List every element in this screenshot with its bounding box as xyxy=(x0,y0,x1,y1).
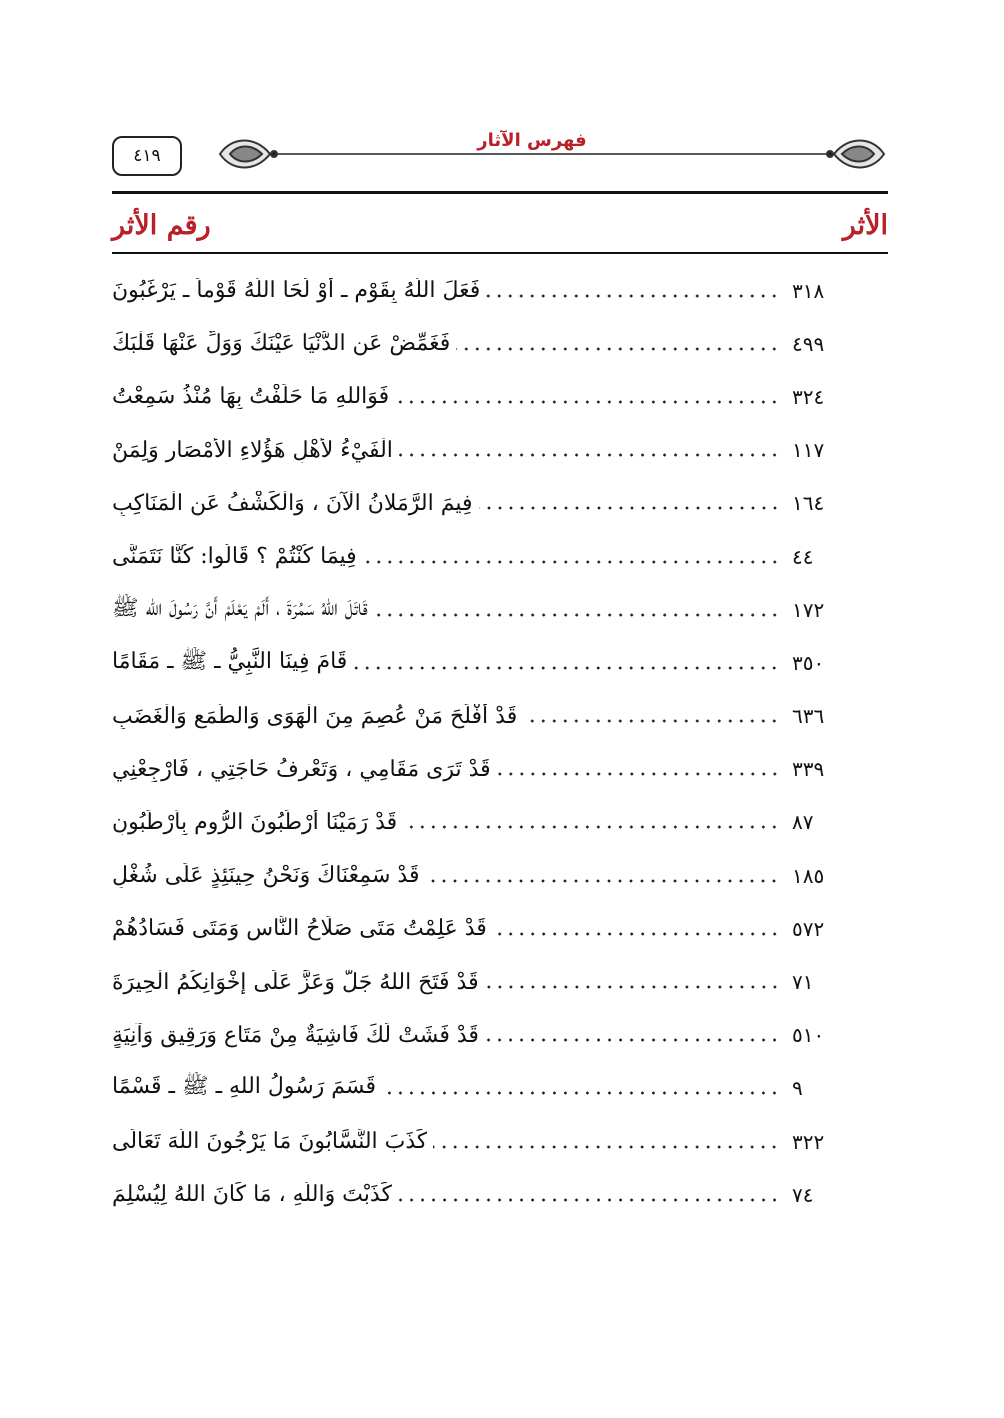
list-item xyxy=(112,477,888,530)
dot-leader xyxy=(398,1195,780,1205)
list-item xyxy=(112,370,888,423)
entry-number: ١٦٤ xyxy=(792,491,825,516)
left-flourish-icon xyxy=(220,141,277,168)
entry-text: فَعَلَ اللَّهُ بِقَوْمٍ ـ أَوْ لَحَا اللَّهُ قَوْماً ـ يَرْغَبُونَ xyxy=(112,278,481,304)
list-item xyxy=(112,955,888,1008)
entry-number: ٥١٠ xyxy=(792,1023,825,1048)
entry-number: ٨٧ xyxy=(792,810,814,835)
entry-number: ٣٥٠ xyxy=(792,650,825,675)
page-number: ٤١٩ xyxy=(112,136,182,176)
dot-leader xyxy=(493,929,780,939)
entry-number: ٤٤ xyxy=(792,544,814,569)
dot-leader xyxy=(486,291,780,301)
list-item xyxy=(112,690,888,743)
dot-leader xyxy=(485,982,780,992)
entry-text: كَذَبْتَ وَاللَّهِ ، مَا كَانَ اللهُ لِيُسْلِمَ xyxy=(112,1182,392,1208)
list-item xyxy=(112,743,888,796)
entry-number: ٥٧٢ xyxy=(792,916,825,941)
entry-text: قَدْ تَرَى مَقَامِي ، وَتَعْرِفُ حَاجَتِي ، فَارْجِعْنِي xyxy=(112,756,491,782)
entry-text: قَدْ سَمِعْنَاكَ وَنَحْنُ حِينَئِذٍ عَلَى شُغْلٍ xyxy=(112,863,420,889)
entry-number: ٩ xyxy=(792,1076,803,1101)
dot-leader xyxy=(479,503,780,513)
list-item xyxy=(112,1009,888,1062)
header-title: فهرس الآثار xyxy=(477,130,587,151)
entries-list xyxy=(112,264,888,1221)
right-flourish-icon xyxy=(827,141,884,168)
number-column-heading: رقم الأثر xyxy=(112,210,211,241)
dot-leader xyxy=(523,716,780,726)
entry-text: قَدْ فَتَحَ اللهُ جَلَّ وَعَزَّ عَلَى إِخْوَانِكُمُ الْحِيرَةَ xyxy=(112,969,479,995)
dot-leader xyxy=(456,344,780,354)
entry-text: قَدْ عَلِمْتُ مَتَى صَلَاحُ النَّاسِ وَمَتَى فَسَادُهُمْ xyxy=(112,916,487,942)
entry-text: قَامَ فِينَا النَّبِيُّ ـ ﷺ ـ مَقَامًا xyxy=(112,648,348,674)
dot-leader xyxy=(374,610,780,620)
entry-text: فِيمَا كُنْتُمْ ؟ قَالُوا: كُنَّا نَتَمَنَّى xyxy=(112,544,357,570)
entry-number: ٧٤ xyxy=(792,1182,814,1207)
dot-leader xyxy=(382,1088,780,1098)
list-item xyxy=(112,902,888,955)
list-item xyxy=(112,264,888,317)
dot-leader xyxy=(363,557,780,567)
entry-text: فِيمَ الرَّمَلانُ الْآنَ ، وَالْكَشْفُ عَنِ الْمَنَاكِبِ xyxy=(112,490,473,516)
dot-leader xyxy=(399,450,780,460)
list-item xyxy=(112,796,888,849)
entry-text: قَاتَلَ اللهُ سَمُرَةَ ، أَلَمْ يَعْلَمْ أَنَّ رَسُولَ الله ﷺ xyxy=(112,595,368,621)
entry-text: قَدْ فَشَتْ لَكَ فَاشِيَةٌ مِنْ مَتَاعٍ وَرَقِيقٍ وَآنِيَةٍ xyxy=(112,1022,479,1048)
headings-rule xyxy=(112,252,888,254)
list-item xyxy=(112,1115,888,1168)
dot-leader xyxy=(395,397,780,407)
dot-leader xyxy=(425,876,780,886)
entry-number: ١١٧ xyxy=(792,438,825,463)
dot-leader xyxy=(485,1035,780,1045)
entry-number: ٣١٨ xyxy=(792,278,825,303)
column-headings xyxy=(112,206,888,250)
entry-text: قَدْ أَفْلَحَ مَنْ عُصِمَ مِنَ الْهَوَى وَالطَّمَعِ وَالْغَضَبِ xyxy=(112,703,518,729)
entry-text: كَذَبَ النَّسَّابُونَ مَا يَرْجُونَ اللَّهَ تَعَالَى xyxy=(112,1129,428,1155)
list-item xyxy=(112,530,888,583)
entry-number: ٦٣٦ xyxy=(792,704,825,729)
header-rule xyxy=(112,191,888,194)
list-item xyxy=(112,849,888,902)
entry-text: الْفَيْءُ لأَهْلِ هَؤُلاءِ الأَمْصَارِ وَلِمَنْ xyxy=(112,437,393,463)
entry-text: قَدْ رَمَيْنَا أَرْطَبُونَ الرُّومِ بِأَرْطَبُونِ xyxy=(112,809,398,835)
athar-column-heading: الأثر xyxy=(842,210,888,241)
dot-leader xyxy=(497,769,780,779)
page-header xyxy=(112,120,888,182)
entry-text: فَوَاللهِ مَا حَلَفْتُ بِهَا مُنْذُ سَمِعْتُ xyxy=(112,384,390,410)
list-item xyxy=(112,1062,888,1115)
list-item xyxy=(112,317,888,370)
list-item xyxy=(112,1168,888,1221)
entry-number: ٣٢٢ xyxy=(792,1129,825,1154)
dot-leader xyxy=(433,1142,780,1152)
list-item xyxy=(112,424,888,477)
entry-text: فَغَمِّضْ عَنِ الدُّنْيَا عَيْنَكَ وَوَلِّ عَنْهَا قَلْبَكَ xyxy=(112,331,451,357)
entry-number: ١٧٢ xyxy=(792,597,825,622)
entry-number: ٣٣٩ xyxy=(792,757,825,782)
list-item xyxy=(112,636,888,689)
list-item xyxy=(112,583,888,636)
entry-number: ٣٢٤ xyxy=(792,384,825,409)
entry-number: ١٨٥ xyxy=(792,863,825,888)
dot-leader xyxy=(403,822,780,832)
dot-leader xyxy=(353,663,780,673)
entry-number: ٤٩٩ xyxy=(792,331,825,356)
entry-text: قَسَمَ رَسُولُ اللهِ ـ ﷺ ـ قَسْمًا xyxy=(112,1074,377,1100)
entry-number: ٧١ xyxy=(792,970,814,995)
